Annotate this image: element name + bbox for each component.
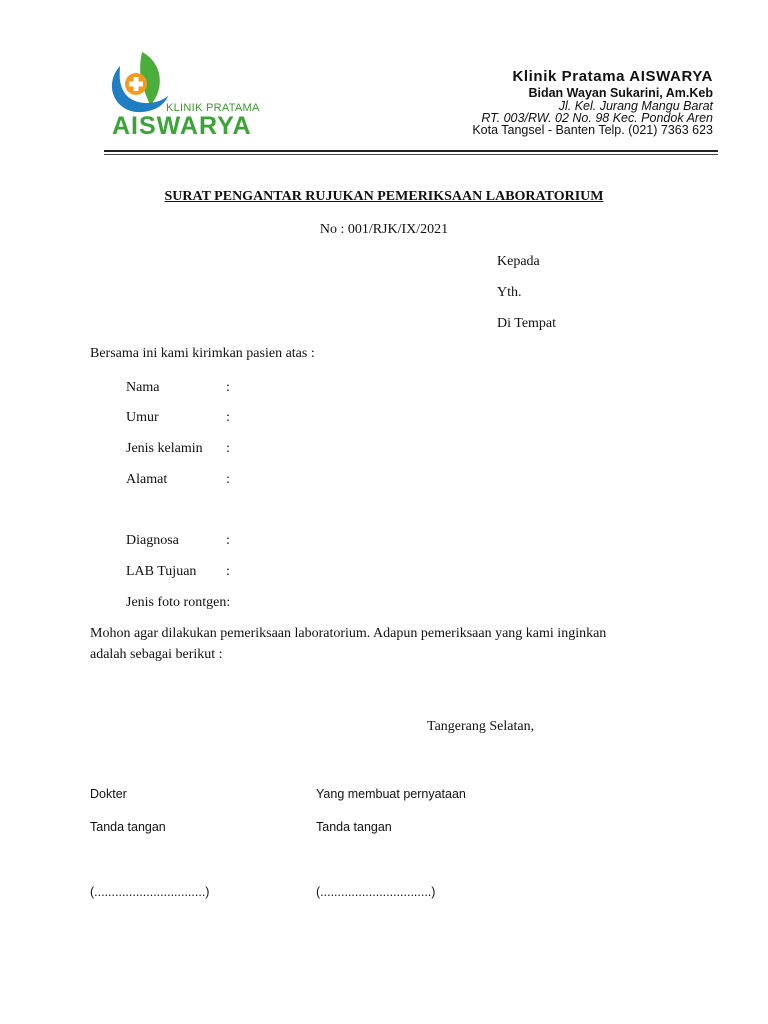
signature-left-blank: (................................) [90,885,210,899]
field-label-nama: Nama [126,380,160,395]
signature-right-sign: Tanda tangan [316,820,392,834]
intro-text: Bersama ini kami kirimkan pasien atas : [90,346,315,361]
field-colon: : [226,564,230,579]
recipient-tempat: Di Tempat [497,316,557,331]
letter-place: Tangerang Selatan, [427,719,535,734]
signature-right-role: Yang membuat pernyataan [316,787,466,801]
field-colon: : [226,380,230,395]
clinic-name: Klinik Pratama AISWARYA [512,68,713,85]
header-divider-thick [104,150,718,152]
field-label-umur: Umur [126,410,159,425]
field-label-jenis-kelamin: Jenis kelamin [126,441,203,456]
logo-brand-text: AISWARYA [112,112,252,140]
signature-left-sign: Tanda tangan [90,820,166,834]
field-colon: : [226,410,230,425]
field-colon: : [226,441,230,456]
clinic-midwife: Bidan Wayan Sukarini, Am.Keb [528,86,713,100]
letter-number: No : 001/RJK/IX/2021 [319,222,449,237]
recipient-kepada: Kepada [497,254,540,269]
recipient-yth: Yth. [497,285,522,300]
header-divider-thin [104,154,718,155]
field-colon: : [226,533,230,548]
letter-title: SURAT PENGANTAR RUJUKAN PEMERIKSAAN LABORATORIUM [164,189,604,204]
clinic-address-rt: RT. 003/RW. 02 No. 98 Kec. Pondok Aren [481,111,713,125]
field-label-lab-tujuan: LAB Tujuan [126,564,197,579]
signature-right-blank: (................................) [316,885,436,899]
clinic-city-phone: Kota Tangsel - Banten Telp. (021) 7363 623 [472,123,713,137]
request-text-line2: adalah sebagai berikut : [90,647,223,662]
field-colon: : [226,472,230,487]
field-label-jenis-foto: Jenis foto rontgen: [126,595,231,610]
logo-small-text: KLINIK PRATAMA [166,102,260,114]
request-text-line1: Mohon agar dilakukan pemeriksaan laboratorium. Adapun pemeriksaan yang kami inginkan [90,626,607,641]
clinic-address-street: Jl. Kel. Jurang Mangu Barat [558,99,713,113]
field-label-alamat: Alamat [126,472,168,487]
field-label-diagnosa: Diagnosa [126,533,179,548]
signature-left-role: Dokter [90,787,127,801]
